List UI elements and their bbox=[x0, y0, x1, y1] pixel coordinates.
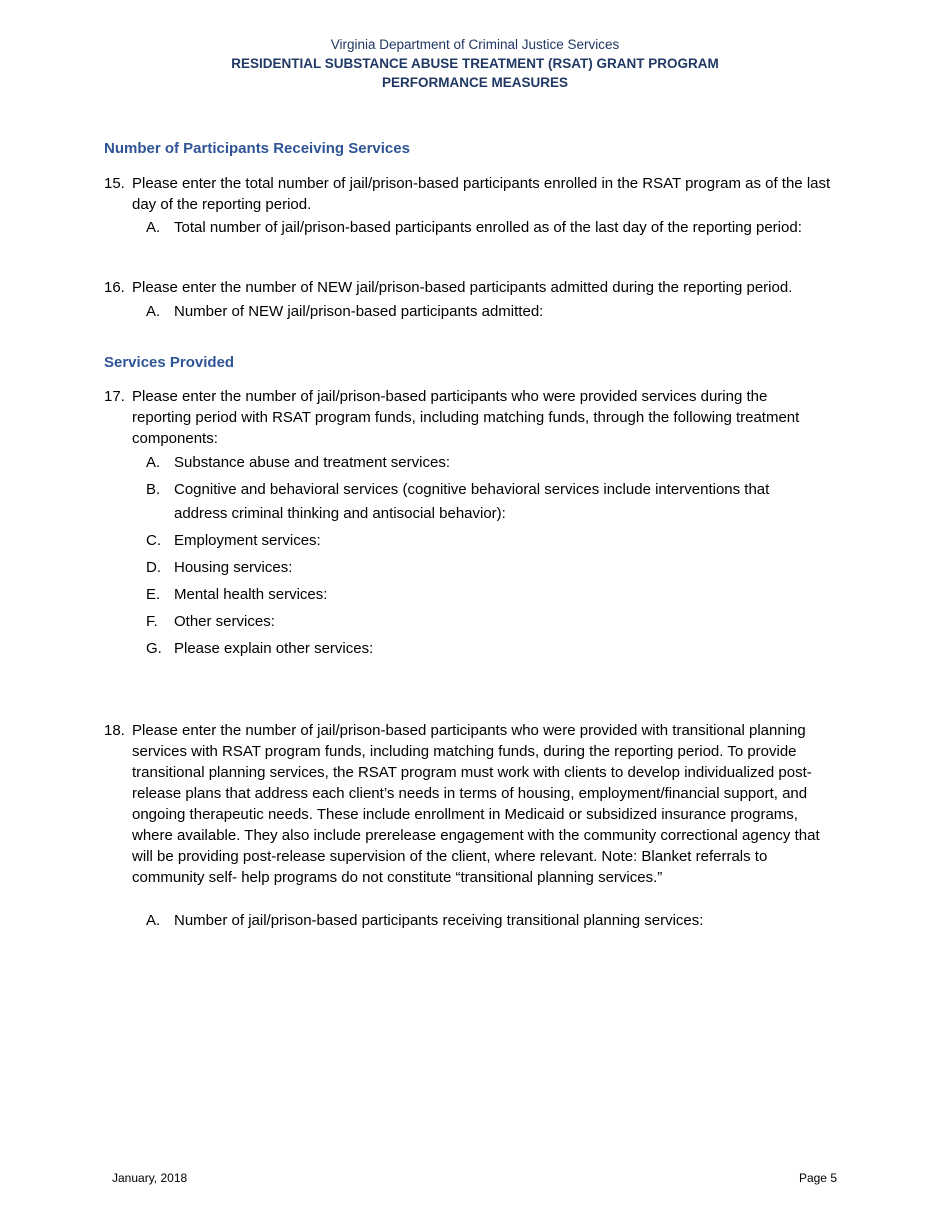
item-letter: A. bbox=[146, 219, 161, 236]
question-17-item-a bbox=[146, 451, 846, 475]
section-heading-participants: Number of Participants Receiving Services bbox=[104, 140, 410, 157]
question-17-item-d bbox=[146, 556, 846, 580]
question-text: Please enter the number of jail/prison-based participants who were provided services during the reporting period with RSAT program funds, including matching funds, through the following treatment components: bbox=[132, 388, 800, 447]
question-18-item-a bbox=[146, 909, 846, 933]
item-text: Number of NEW jail/prison-based participants admitted: bbox=[174, 303, 544, 320]
question-number: 16. bbox=[104, 279, 125, 296]
item-letter: E. bbox=[146, 586, 161, 603]
question-text: Please enter the number of jail/prison-based participants who were provided with transitional planning services with RSAT program funds, including matching funds, during the reporting period. To provide transitional planning services, the RSAT program must work with clients to develop individualized post-release plans that address each client’s needs in terms of housing, employment/financial support, and ongoing therapeutic needs. These include enrollment in Medicaid or subsidized insurance programs, where available. They also include prerelease engagement with the community correctional agency that will be providing post-release supervision of the client, where relevant. Note: Blanket referrals to community self- help programs do not constitute “transitional planning services.” bbox=[132, 722, 820, 886]
question-17-item-b bbox=[146, 478, 816, 525]
item-letter: A. bbox=[146, 912, 161, 929]
item-letter: A. bbox=[146, 454, 161, 471]
question-text: Please enter the total number of jail/prison-based participants enrolled in the RSAT program as of the last day of the reporting period. bbox=[132, 175, 831, 213]
question-number: 15. bbox=[104, 175, 125, 192]
item-letter: C. bbox=[146, 532, 161, 549]
item-letter: A. bbox=[146, 303, 161, 320]
question-number: 18. bbox=[104, 722, 125, 739]
item-letter: D. bbox=[146, 559, 161, 576]
item-letter: B. bbox=[146, 481, 161, 498]
item-text: Employment services: bbox=[174, 532, 321, 549]
question-17 bbox=[104, 386, 824, 449]
question-text: Please enter the number of NEW jail/prison-based participants admitted during the reporting period. bbox=[132, 279, 793, 296]
question-15-item-a bbox=[146, 216, 856, 240]
item-text: Number of jail/prison-based participants receiving transitional planning services: bbox=[174, 912, 704, 929]
item-text: Total number of jail/prison-based participants enrolled as of the last day of the reporting period: bbox=[174, 219, 802, 236]
item-letter: F. bbox=[146, 613, 158, 630]
item-text: Housing services: bbox=[174, 559, 293, 576]
question-17-item-e bbox=[146, 583, 846, 607]
question-17-item-c bbox=[146, 529, 846, 553]
question-number: 17. bbox=[104, 388, 125, 405]
item-text: Cognitive and behavioral services (cognitive behavioral services include interventions that address criminal thinking and antisocial behavior): bbox=[174, 481, 770, 522]
question-16 bbox=[104, 277, 849, 298]
question-18 bbox=[104, 720, 839, 888]
footer-page-number: Page 5 bbox=[798, 1171, 837, 1185]
item-text: Mental health services: bbox=[174, 586, 328, 603]
footer-date: January, 2018 bbox=[112, 1171, 188, 1185]
question-17-item-g bbox=[146, 637, 846, 661]
header-program: RESIDENTIAL SUBSTANCE ABUSE TREATMENT (RSAT) GRANT PROGRAM bbox=[231, 56, 719, 71]
header-subtitle: PERFORMANCE MEASURES bbox=[381, 75, 568, 90]
question-16-item-a bbox=[146, 300, 846, 324]
item-letter: G. bbox=[146, 640, 162, 657]
item-text: Please explain other services: bbox=[174, 640, 374, 657]
section-heading-services: Services Provided bbox=[104, 354, 235, 371]
item-text: Substance abuse and treatment services: bbox=[174, 454, 450, 471]
question-15 bbox=[104, 173, 844, 215]
header-agency: Virginia Department of Criminal Justice Services bbox=[330, 37, 620, 52]
item-text: Other services: bbox=[174, 613, 275, 630]
question-17-item-f bbox=[146, 610, 846, 634]
